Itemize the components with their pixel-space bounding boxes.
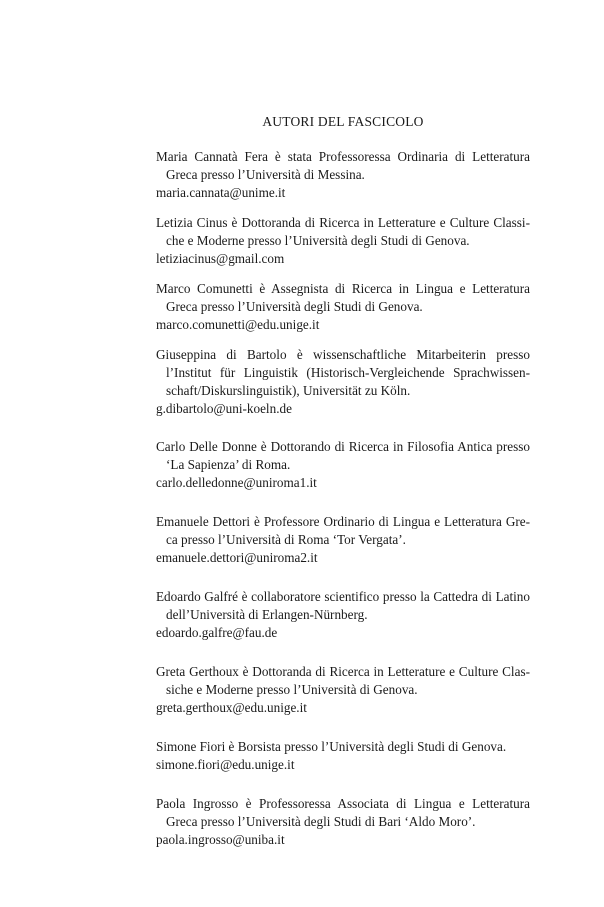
author-email: maria.cannata@unime.it — [156, 185, 286, 200]
author-email: marco.comunetti@edu.unige.it — [156, 317, 320, 332]
author-bio: Carlo Delle Donne è Dottorando di Ricerca in Filosofia Antica presso ‘La Sapienza’ di Roma. — [156, 439, 530, 472]
author-entry — [156, 280, 530, 334]
author-email: emanuele.dettori@uniroma2.it — [156, 550, 318, 565]
author-bio: Letizia Cinus è Dottoranda di Ricerca in Letterature e Culture Classiche e Moderne presso l’Università degli Studi di Genova. — [156, 215, 530, 248]
author-email: paola.ingrosso@uniba.it — [156, 832, 285, 847]
author-entry — [156, 346, 530, 418]
author-bio: Greta Gerthoux è Dottoranda di Ricerca in Letterature e Culture Classiche e Moderne presso l’Università di Genova. — [156, 664, 530, 697]
author-entry — [156, 148, 530, 202]
author-email: letiziacinus@gmail.com — [156, 251, 285, 266]
author-email: simone.fiori@edu.unige.it — [156, 757, 295, 772]
author-bio: Emanuele Dettori è Professore Ordinario di Lingua e Letteratura Greca presso l’Università di Roma ‘Tor Vergata’. — [156, 514, 530, 547]
author-bio: Paola Ingrosso è Professoressa Associata di Lingua e Letteratura Greca presso l’Università degli Studi di Bari ‘Aldo Moro’. — [156, 796, 530, 829]
author-bio: Simone Fiori è Borsista presso l’Università degli Studi di Genova. — [156, 739, 507, 754]
author-entry — [156, 663, 530, 717]
author-entry — [156, 588, 530, 642]
page-title: AUTORI DEL FASCICOLO — [262, 114, 424, 129]
author-entry — [156, 513, 530, 567]
author-entry — [156, 438, 530, 492]
author-bio: Giuseppina di Bartolo è wissenschaftliche Mitarbeiterin presso l’Institut für Linguistik (Historisch-Vergleichende Sprachwissenschaft/Diskurslinguistik), Universität zu Köln. — [156, 347, 530, 398]
author-email: edoardo.galfre@fau.de — [156, 625, 278, 640]
author-entry — [156, 738, 530, 774]
author-email: g.dibartolo@uni-koeln.de — [156, 401, 292, 416]
author-bio: Edoardo Galfré è collaboratore scientifico presso la Cattedra di Latino dell’Università di Erlangen-Nürnberg. — [156, 589, 530, 622]
author-entry — [156, 795, 530, 849]
author-bio: Maria Cannatà Fera è stata Professoressa Ordinaria di Letteratura Greca presso l’Università di Messina. — [156, 149, 530, 182]
author-list — [156, 148, 530, 849]
author-bio: Marco Comunetti è Assegnista di Ricerca in Lingua e Letteratura Greca presso l’Università degli Studi di Genova. — [156, 281, 530, 314]
author-email: carlo.delledonne@uniroma1.it — [156, 475, 317, 490]
author-email: greta.gerthoux@edu.unige.it — [156, 700, 307, 715]
author-entry — [156, 214, 530, 268]
